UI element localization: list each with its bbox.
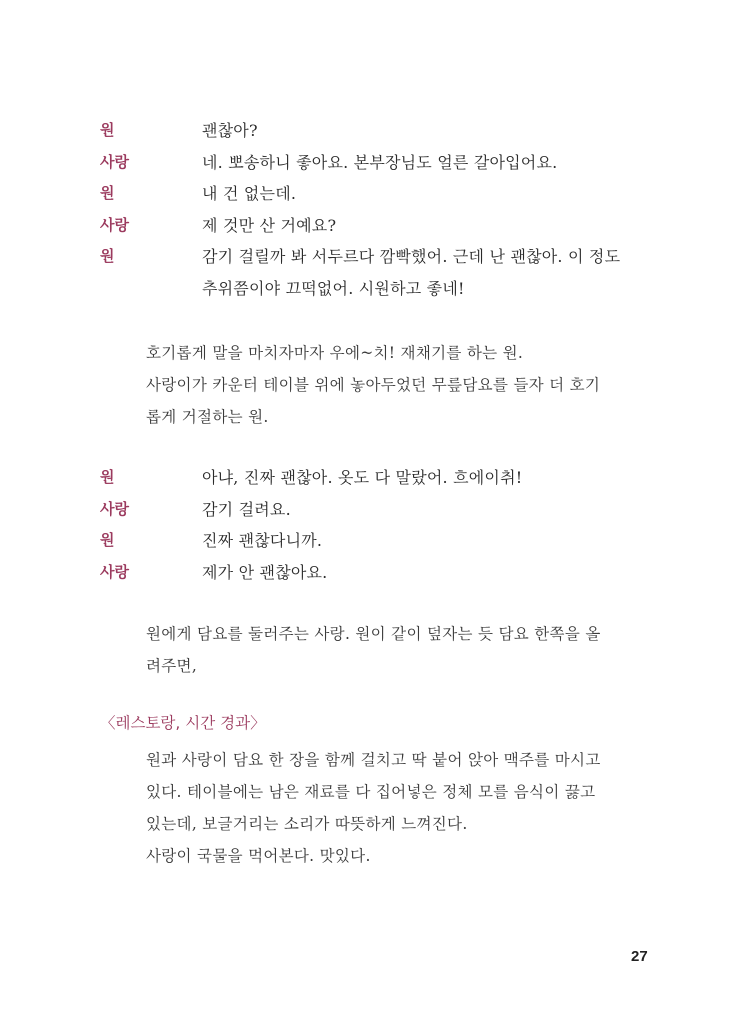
dialogue-block-1 xyxy=(100,115,660,304)
speaker-name: 사랑 xyxy=(100,215,129,234)
direction-line: 려주면, xyxy=(146,657,198,675)
dialogue-line xyxy=(100,115,660,147)
speaker-name: 원 xyxy=(100,121,115,139)
direction-line: 원과 사랑이 담요 한 장을 함께 걸치고 딱 붙어 앉아 맥주를 마시고 xyxy=(146,751,601,769)
direction-line: 롭게 거절하는 원. xyxy=(146,408,269,426)
dialogue-text: 내 건 없는데. xyxy=(202,184,297,203)
dialogue-line xyxy=(100,525,660,557)
speaker-name: 사랑 xyxy=(100,152,129,171)
dialogue-line xyxy=(100,494,660,526)
dialogue-text: 아냐, 진짜 괜찮아. 옷도 다 말랐어. 흐에이취! xyxy=(202,468,523,487)
dialogue-line xyxy=(100,178,660,210)
dialogue-text: 감기 걸릴까 봐 서두르다 깜빡했어. 근데 난 괜찮아. 이 정도 xyxy=(202,247,621,266)
dialogue-line xyxy=(100,557,660,589)
speaker-name: 사랑 xyxy=(100,499,129,518)
dialogue-text: 진짜 괜찮다니까. xyxy=(202,531,323,550)
direction-line: 있다. 테이블에는 남은 재료를 다 집어넣은 정체 모를 음식이 끓고 xyxy=(146,783,596,801)
dialogue-text: 괜찮아? xyxy=(202,121,258,140)
scene-heading: 〈레스토랑, 시간 경과〉 xyxy=(100,714,266,732)
dialogue-block-2 xyxy=(100,462,660,588)
dialogue-text: 추위쯤이야 끄떡없어. 시원하고 좋네! xyxy=(202,278,465,298)
stage-direction-3 xyxy=(146,744,658,872)
stage-direction-2 xyxy=(146,618,658,682)
page-number: 27 xyxy=(631,948,648,965)
direction-line: 호기롭게 말을 마치자마자 우에~치! 재채기를 하는 원. xyxy=(146,344,524,362)
speaker-name: 원 xyxy=(100,184,115,202)
dialogue-text: 제 것만 산 거예요? xyxy=(202,215,337,235)
speaker-name: 원 xyxy=(100,468,115,486)
dialogue-line xyxy=(100,241,660,273)
speaker-name: 원 xyxy=(100,531,115,549)
direction-line: 사랑이 국물을 먹어본다. 맛있다. xyxy=(146,847,371,865)
speaker-name: 원 xyxy=(100,247,115,265)
dialogue-line xyxy=(100,147,660,179)
stage-direction-1 xyxy=(146,337,658,433)
dialogue-text: 네. 뽀송하니 좋아요. 본부장님도 얼른 갈아입어요. xyxy=(202,152,558,172)
dialogue-line xyxy=(100,462,660,494)
dialogue-line xyxy=(100,210,660,242)
dialogue-text: 제가 안 괜찮아요. xyxy=(202,562,328,582)
speaker-name: 사랑 xyxy=(100,562,129,581)
dialogue-line-continued xyxy=(100,273,660,305)
dialogue-text: 감기 걸려요. xyxy=(202,499,291,519)
direction-line: 사랑이가 카운터 테이블 위에 놓아두었던 무릎담요를 들자 더 호기 xyxy=(146,376,601,394)
direction-line: 원에게 담요를 둘러주는 사랑. 원이 같이 덮자는 듯 담요 한쪽을 올 xyxy=(146,625,601,643)
direction-line: 있는데, 보글거리는 소리가 따뜻하게 느껴진다. xyxy=(146,815,468,833)
